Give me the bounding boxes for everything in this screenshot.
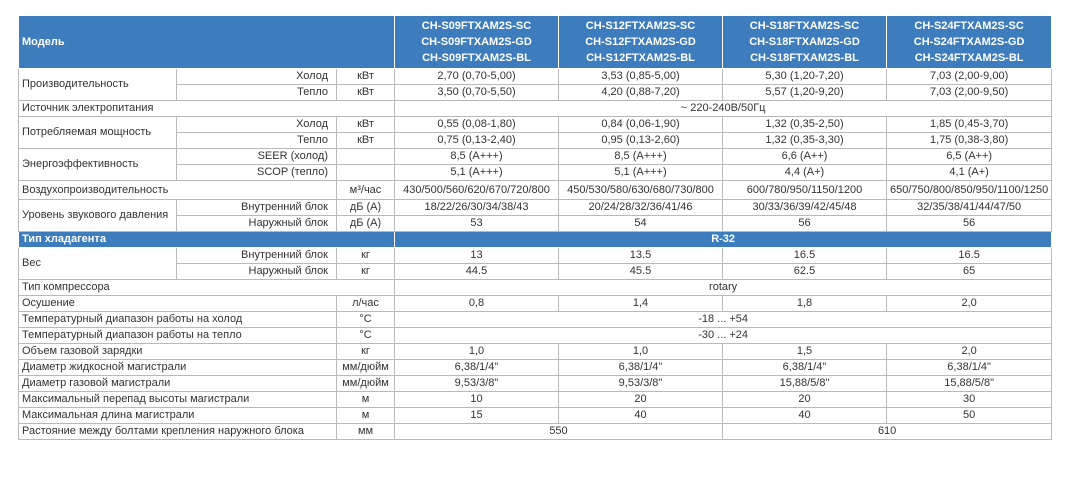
value-cell: -30 ... +24 — [395, 328, 1052, 344]
table-row — [19, 200, 1052, 216]
value-cell: 0,84 (0,06-1,90) — [559, 117, 723, 133]
value-cell: 54 — [559, 216, 723, 232]
row-sublabel: SCOP (тепло) — [177, 165, 337, 181]
value-cell: 16.5 — [723, 248, 887, 264]
specification-table — [18, 15, 1052, 440]
unit-cell: мм — [337, 424, 395, 440]
value-cell: 4,1 (A+) — [887, 165, 1052, 181]
row-label: Осушение — [19, 296, 337, 312]
value-cell: 0,95 (0,13-2,60) — [559, 133, 723, 149]
unit-cell: °С — [337, 312, 395, 328]
unit-cell: м³/час — [337, 181, 395, 200]
unit-cell: л/час — [337, 296, 395, 312]
model-column-1 — [395, 16, 559, 69]
value-cell: 1,32 (0,35-3,30) — [723, 133, 887, 149]
value-cell: 6,38/1/4" — [395, 360, 559, 376]
value-cell: 15,88/5/8" — [723, 376, 887, 392]
unit-cell — [337, 149, 395, 165]
value-cell: 30 — [887, 392, 1052, 408]
value-cell: 44.5 — [395, 264, 559, 280]
value-cell: 1,4 — [559, 296, 723, 312]
value-cell: 1,85 (0,45-3,70) — [887, 117, 1052, 133]
table-row — [19, 408, 1052, 424]
value-cell: 20 — [559, 392, 723, 408]
row-label: Диаметр газовой магистрали — [19, 376, 337, 392]
value-cell: 2,70 (0,70-5,00) — [395, 69, 559, 85]
row-label: Производительность — [19, 69, 177, 101]
value-cell: 45.5 — [559, 264, 723, 280]
model-name: CH-S09FTXAM2S-BL — [422, 52, 531, 64]
value-cell: 6,38/1/4" — [723, 360, 887, 376]
row-sublabel: Холод — [177, 117, 337, 133]
model-name: CH-S09FTXAM2S-GD — [421, 36, 532, 48]
row-sublabel: Холод — [177, 69, 337, 85]
table-row — [19, 69, 1052, 85]
row-label: Растояние между болтами крепления наружного блока — [19, 424, 337, 440]
unit-cell: кг — [337, 264, 395, 280]
value-cell: 4,20 (0,88-7,20) — [559, 85, 723, 101]
value-cell: 13 — [395, 248, 559, 264]
unit-cell: кг — [337, 248, 395, 264]
table-row — [19, 181, 1052, 200]
table-row — [19, 101, 1052, 117]
value-cell: 6,5 (A++) — [887, 149, 1052, 165]
model-column-2 — [559, 16, 723, 69]
value-cell: 600/780/950/1150/1200 — [723, 181, 887, 200]
value-cell: rotary — [395, 280, 1052, 296]
model-name: CH-S12FTXAM2S-GD — [585, 36, 696, 48]
refrigerant-row — [19, 232, 1052, 248]
value-cell: 30/33/36/39/42/45/48 — [723, 200, 887, 216]
unit-cell: мм/дюйм — [337, 376, 395, 392]
model-column-4 — [887, 16, 1052, 69]
row-label: Тип компрессора — [19, 280, 395, 296]
row-label: Уровень звукового давления — [19, 200, 177, 232]
value-cell: 3,50 (0,70-5,50) — [395, 85, 559, 101]
model-name: CH-S12FTXAM2S-BL — [586, 52, 695, 64]
value-cell: 5,57 (1,20-9,20) — [723, 85, 887, 101]
unit-cell: кВт — [337, 133, 395, 149]
value-cell: 18/22/26/30/34/38/43 — [395, 200, 559, 216]
table-row — [19, 149, 1052, 165]
row-label: Максимальный перепад высоты магистрали — [19, 392, 337, 408]
value-cell: 32/35/38/41/44/47/50 — [887, 200, 1052, 216]
value-cell: 2,0 — [887, 344, 1052, 360]
row-sublabel: Наружный блок — [177, 264, 337, 280]
row-sublabel: SEER (холод) — [177, 149, 337, 165]
value-cell: 5,30 (1,20-7,20) — [723, 69, 887, 85]
value-cell: 6,38/1/4" — [887, 360, 1052, 376]
value-cell: 7,03 (2,00-9,00) — [887, 69, 1052, 85]
value-cell: 7,03 (2,00-9,50) — [887, 85, 1052, 101]
value-cell: 5,1 (A+++) — [559, 165, 723, 181]
unit-cell: кВт — [337, 117, 395, 133]
model-name: CH-S18FTXAM2S-GD — [749, 36, 860, 48]
unit-cell — [337, 165, 395, 181]
value-cell: 6,38/1/4" — [559, 360, 723, 376]
row-sublabel: Тепло — [177, 85, 337, 101]
value-cell: 20 — [723, 392, 887, 408]
value-cell: 1,5 — [723, 344, 887, 360]
value-cell: 4,4 (A+) — [723, 165, 887, 181]
value-cell: 40 — [559, 408, 723, 424]
value-cell: 9,53/3/8" — [395, 376, 559, 392]
value-cell: 3,53 (0,85-5,00) — [559, 69, 723, 85]
row-label: Воздухопроизводительность — [19, 181, 337, 200]
row-label: Вес — [19, 248, 177, 280]
value-cell: 20/24/28/32/36/41/46 — [559, 200, 723, 216]
row-label: Объем газовой зарядки — [19, 344, 337, 360]
value-cell: 56 — [723, 216, 887, 232]
value-cell: 10 — [395, 392, 559, 408]
value-cell: 430/500/560/620/670/720/800 — [395, 181, 559, 200]
value-cell: 610 — [723, 424, 1052, 440]
table-row — [19, 312, 1052, 328]
row-label: Температурный диапазон работы на холод — [19, 312, 337, 328]
row-sublabel: Наружный блок — [177, 216, 337, 232]
value-cell: 5,1 (A+++) — [395, 165, 559, 181]
value-cell: 0,8 — [395, 296, 559, 312]
unit-cell: кВт — [337, 85, 395, 101]
unit-cell: м — [337, 392, 395, 408]
table-row — [19, 344, 1052, 360]
value-cell: 62.5 — [723, 264, 887, 280]
value-cell: 40 — [723, 408, 887, 424]
table-row — [19, 424, 1052, 440]
value-cell: 6,6 (A++) — [723, 149, 887, 165]
table-row — [19, 360, 1052, 376]
table-row — [19, 248, 1052, 264]
model-header-row — [19, 16, 1052, 69]
unit-cell: дБ (А) — [337, 200, 395, 216]
unit-cell: м — [337, 408, 395, 424]
row-label: Источник электропитания — [19, 101, 395, 117]
value-cell: 450/530/580/630/680/730/800 — [559, 181, 723, 200]
table-row — [19, 376, 1052, 392]
value-cell: 650/750/800/850/950/1100/1250 — [887, 181, 1052, 200]
table-row — [19, 280, 1052, 296]
row-label: Потребляемая мощность — [19, 117, 177, 149]
model-name: CH-S18FTXAM2S-BL — [750, 52, 859, 64]
value-cell: 16.5 — [887, 248, 1052, 264]
value-cell: 2,0 — [887, 296, 1052, 312]
value-cell: 56 — [887, 216, 1052, 232]
model-name: CH-S24FTXAM2S-SC — [914, 20, 1024, 32]
table-row — [19, 296, 1052, 312]
model-name: CH-S18FTXAM2S-SC — [749, 20, 860, 32]
row-label: Диаметр жидкосной магистрали — [19, 360, 337, 376]
model-name: CH-S24FTXAM2S-BL — [914, 52, 1024, 64]
unit-cell: кВт — [337, 69, 395, 85]
unit-cell: мм/дюйм — [337, 360, 395, 376]
model-name: CH-S24FTXAM2S-GD — [913, 36, 1025, 48]
row-sublabel: Внутренний блок — [177, 200, 337, 216]
model-label: Модель — [19, 16, 395, 69]
table-row — [19, 117, 1052, 133]
value-cell: 50 — [887, 408, 1052, 424]
value-cell: 1,75 (0,38-3,80) — [887, 133, 1052, 149]
value-cell: -18 ... +54 — [395, 312, 1052, 328]
unit-cell: °С — [337, 328, 395, 344]
value-cell: 0,55 (0,08-1,80) — [395, 117, 559, 133]
value-cell: 15 — [395, 408, 559, 424]
value-cell: 550 — [395, 424, 723, 440]
value-cell: 65 — [887, 264, 1052, 280]
value-cell: 13.5 — [559, 248, 723, 264]
value-cell: 53 — [395, 216, 559, 232]
value-cell: 1,32 (0,35-2,50) — [723, 117, 887, 133]
unit-cell: дБ (А) — [337, 216, 395, 232]
row-label: Энергоэффективность — [19, 149, 177, 181]
row-label: Тип хладагента — [19, 232, 395, 248]
row-label: Максимальная длина магистрали — [19, 408, 337, 424]
value-cell: 1,0 — [395, 344, 559, 360]
value-cell: 15,88/5/8" — [887, 376, 1052, 392]
value-cell: 1,8 — [723, 296, 887, 312]
value-cell: R-32 — [395, 232, 1052, 248]
row-label: Температурный диапазон работы на тепло — [19, 328, 337, 344]
table-row — [19, 392, 1052, 408]
unit-cell: кг — [337, 344, 395, 360]
model-column-3 — [723, 16, 887, 69]
value-cell: 9,53/3/8" — [559, 376, 723, 392]
value-cell: 0,75 (0,13-2,40) — [395, 133, 559, 149]
value-cell: 1,0 — [559, 344, 723, 360]
model-name: CH-S09FTXAM2S-SC — [421, 20, 532, 32]
value-cell: ~ 220-240В/50Гц — [395, 101, 1052, 117]
table-row — [19, 328, 1052, 344]
row-sublabel: Тепло — [177, 133, 337, 149]
model-name: CH-S12FTXAM2S-SC — [585, 20, 696, 32]
value-cell: 8,5 (A+++) — [395, 149, 559, 165]
row-sublabel: Внутренний блок — [177, 248, 337, 264]
value-cell: 8,5 (A+++) — [559, 149, 723, 165]
